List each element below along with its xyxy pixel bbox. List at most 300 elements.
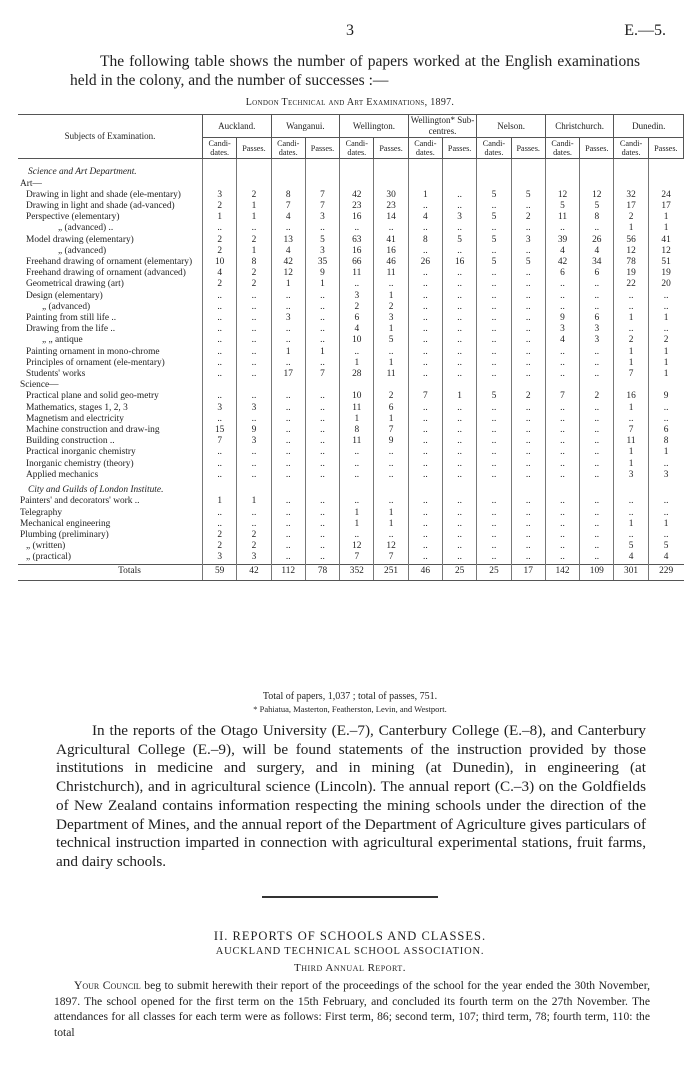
passes-cell: ..: [305, 530, 339, 541]
empty-cell: [443, 163, 477, 178]
passes-cell: ..: [305, 313, 339, 324]
candidates-cell: ..: [408, 335, 442, 346]
empty-cell: [340, 481, 374, 496]
candidates-cell: ..: [408, 279, 442, 290]
candidates-cell: 2: [203, 201, 237, 212]
passes-cell: 11: [374, 369, 408, 380]
passes-cell: ..: [580, 459, 614, 470]
candidates-cell: ..: [408, 447, 442, 458]
table-header: [18, 115, 684, 159]
subject-label: Magnetism and electricity: [26, 413, 124, 424]
passes-cell: 1: [648, 369, 683, 380]
empty-cell: [443, 380, 477, 391]
passes-cell: 8: [237, 257, 271, 268]
candidates-cell: 1: [340, 508, 374, 519]
passes-cell: ..: [443, 324, 477, 335]
candidates-cell: 1: [614, 358, 648, 369]
candidates-cell: 16: [614, 391, 648, 402]
candidates-cell: ..: [408, 470, 442, 481]
candidates-cell: ..: [408, 347, 442, 358]
empty-cell: [305, 481, 339, 496]
passes-cell: ..: [511, 324, 545, 335]
passes-cell: 3: [237, 403, 271, 414]
passes-cell: 2: [648, 335, 683, 346]
section-title: II. REPORTS OF SCHOOLS AND CLASSES.: [213, 929, 487, 943]
passes-cell: ..: [580, 223, 614, 234]
totals-row: [18, 564, 684, 580]
passes-cell: 1: [648, 519, 683, 530]
passes-cell: 12: [648, 246, 683, 257]
passes-cell: ..: [511, 268, 545, 279]
candidates-cell: ..: [271, 324, 305, 335]
candidates-cell: ..: [408, 358, 442, 369]
empty-cell: [545, 481, 579, 496]
candidates-cell: ..: [477, 436, 511, 447]
candidates-cell: ..: [614, 496, 648, 507]
candidates-cell: ..: [614, 414, 648, 425]
passes-cell: 1: [237, 496, 271, 507]
candidates-cell: ..: [477, 552, 511, 564]
candidates-cell: ..: [408, 291, 442, 302]
passes-cell: 1: [305, 347, 339, 358]
passes-cell: 1: [648, 212, 683, 223]
candidates-cell: ..: [614, 324, 648, 335]
candidates-cell: 1: [614, 347, 648, 358]
passes-cell: 14: [374, 212, 408, 223]
empty-cell: [374, 481, 408, 496]
passes-cell: ..: [305, 358, 339, 369]
passes-cell: 19: [648, 268, 683, 279]
passes-cell: ..: [443, 470, 477, 481]
passes-cell: ..: [305, 414, 339, 425]
candidates-cell: ..: [477, 369, 511, 380]
passes-cell: ..: [374, 279, 408, 290]
passes-cell: 6: [580, 313, 614, 324]
candidates-cell: ..: [408, 313, 442, 324]
table-row: [18, 459, 684, 470]
table-row: [18, 403, 684, 414]
candidates-cell: 11: [340, 403, 374, 414]
table-row: [18, 201, 684, 212]
empty-cell: [580, 380, 614, 391]
passes-cell: 17: [648, 201, 683, 212]
empty-cell: [203, 179, 237, 190]
empty-cell: [237, 380, 271, 391]
region-header: Wellington* Sub-centres.: [408, 115, 477, 138]
region-header: Dunedin.: [614, 115, 684, 138]
passes-cell: ..: [443, 530, 477, 541]
candidates-cell: ..: [271, 530, 305, 541]
passes-cell: 2: [580, 391, 614, 402]
candidates-cell: ..: [203, 313, 237, 324]
passes-cell: 1: [374, 324, 408, 335]
table-row: [18, 496, 684, 507]
candidates-cell: ..: [545, 459, 579, 470]
empty-cell: [477, 380, 511, 391]
candidates-cell: 1: [271, 347, 305, 358]
empty-cell: [511, 179, 545, 190]
passes-cell: ..: [511, 246, 545, 257]
passes-cell: 8: [580, 212, 614, 223]
passes-cell: ..: [580, 541, 614, 552]
region-header: Wanganui.: [271, 115, 340, 138]
council-text: beg to submit herewith their report of the proceedings of the school for the year ended the 30th November, 1897. The school opened for the first term on the 15th February, and concluded its fourth term on the 27th November. The attendances for all classes for each term were as follows: First term, 86; second term, 107; third term, 78; fourth term, 110: the total: [54, 979, 650, 1039]
empty-cell: [648, 179, 683, 190]
total-note: Total of papers, 1,037 ; total of passes, 751.: [262, 691, 438, 702]
passes-cell: 25: [443, 564, 477, 580]
candidates-cell: 5: [477, 391, 511, 402]
candidates-cell: 7: [340, 552, 374, 564]
passes-cell: 1: [648, 347, 683, 358]
passes-cell: 3: [511, 235, 545, 246]
passes-cell: ..: [443, 519, 477, 530]
candidates-cell: 2: [203, 246, 237, 257]
empty-cell: [305, 380, 339, 391]
candidates-cell: ..: [545, 358, 579, 369]
passes-cell: 7: [305, 369, 339, 380]
subject-label: Model drawing (elementary): [26, 234, 134, 245]
passes-cell: ..: [511, 519, 545, 530]
subject-label: Mathematics, stages 1, 2, 3: [26, 402, 128, 413]
subject-label: Painting from still life ..: [26, 313, 117, 324]
candidates-cell: ..: [203, 335, 237, 346]
passes-cell: ..: [305, 470, 339, 481]
passes-cell: ..: [580, 530, 614, 541]
passes-cell: ..: [237, 447, 271, 458]
candidates-cell: 8: [408, 235, 442, 246]
subjects-header: Subjects of Examination.: [18, 115, 203, 159]
section-subtitle: AUCKLAND TECHNICAL SCHOOL ASSOCIATION.: [215, 946, 485, 957]
empty-cell: [648, 380, 683, 391]
empty-cell: [374, 163, 408, 178]
candidates-cell: ..: [545, 530, 579, 541]
passes-cell: 2: [237, 235, 271, 246]
candidates-cell: ..: [477, 268, 511, 279]
candidates-cell: ..: [340, 223, 374, 234]
empty-cell: [203, 163, 237, 178]
passes-cell: ..: [511, 369, 545, 380]
candidates-cell: ..: [477, 246, 511, 257]
passes-cell: ..: [580, 302, 614, 313]
candidates-cell: 3: [271, 313, 305, 324]
passes-cell: ..: [580, 496, 614, 507]
table-row: [18, 235, 684, 246]
candidates-cell: 22: [614, 279, 648, 290]
candidates-cell: 1: [614, 519, 648, 530]
candidates-cell: 17: [271, 369, 305, 380]
candidates-cell: 26: [408, 257, 442, 268]
candidates-cell: ..: [477, 508, 511, 519]
passes-cell: ..: [237, 302, 271, 313]
passes-header: Passes.: [374, 138, 408, 159]
passes-cell: 2: [237, 541, 271, 552]
candidates-cell: 1: [203, 212, 237, 223]
passes-cell: ..: [305, 496, 339, 507]
candidates-cell: 2: [203, 235, 237, 246]
passes-cell: ..: [511, 425, 545, 436]
candidates-cell: ..: [477, 324, 511, 335]
candidates-cell: ..: [477, 414, 511, 425]
footnote: * Pahiatua, Masterton, Featherston, Levin, and Westport.: [253, 704, 447, 714]
passes-cell: 30: [374, 190, 408, 201]
candidates-cell: ..: [477, 541, 511, 552]
passes-cell: ..: [580, 552, 614, 564]
table-row: [18, 530, 684, 541]
candidates-cell: ..: [545, 447, 579, 458]
empty-cell: [271, 179, 305, 190]
passes-cell: 7: [305, 201, 339, 212]
candidates-cell: ..: [340, 470, 374, 481]
candidates-cell: ..: [545, 425, 579, 436]
candidates-cell: 5: [614, 541, 648, 552]
council-lead: Your Council: [74, 979, 141, 992]
candidates-cell: ..: [271, 414, 305, 425]
passes-cell: 24: [648, 190, 683, 201]
passes-cell: 3: [648, 470, 683, 481]
candidates-cell: 15: [203, 425, 237, 436]
passes-cell: 1: [648, 223, 683, 234]
candidates-cell: ..: [340, 459, 374, 470]
passes-cell: 7: [374, 425, 408, 436]
passes-cell: ..: [374, 223, 408, 234]
candidates-cell: ..: [545, 436, 579, 447]
candidates-cell: 7: [408, 391, 442, 402]
passes-cell: ..: [443, 358, 477, 369]
passes-cell: 11: [374, 268, 408, 279]
empty-cell: [545, 179, 579, 190]
candidates-cell: ..: [340, 447, 374, 458]
subject-label: Plumbing (preliminary): [20, 529, 109, 540]
candidates-cell: ..: [271, 447, 305, 458]
candidates-cell: 2: [203, 530, 237, 541]
candidates-cell: 4: [271, 246, 305, 257]
candidates-cell: ..: [271, 459, 305, 470]
candidates-cell: ..: [545, 414, 579, 425]
empty-cell: [408, 380, 442, 391]
empty-cell: [203, 481, 237, 496]
candidates-cell: ..: [271, 302, 305, 313]
passes-cell: 3: [374, 313, 408, 324]
candidates-cell: ..: [477, 358, 511, 369]
subject-label: Drawing from the life ..: [26, 324, 116, 335]
intro-paragraph: The following table shows the number of papers worked at the English examinations held in the colony, and the number of successes :—: [70, 53, 640, 89]
candidates-cell: ..: [340, 347, 374, 358]
candidates-cell: ..: [408, 530, 442, 541]
passes-cell: ..: [305, 335, 339, 346]
candidates-cell: ..: [408, 324, 442, 335]
table-row: [18, 436, 684, 447]
passes-cell: 41: [374, 235, 408, 246]
candidates-cell: 4: [340, 324, 374, 335]
subject-label: „ (advanced) ..: [58, 223, 114, 234]
candidates-cell: 7: [614, 369, 648, 380]
table-row: [18, 212, 684, 223]
empty-cell: [340, 380, 374, 391]
passes-cell: ..: [443, 541, 477, 552]
passes-cell: 9: [237, 425, 271, 436]
passes-cell: ..: [443, 302, 477, 313]
empty-cell: [443, 179, 477, 190]
passes-cell: 17: [511, 564, 545, 580]
candidates-cell: ..: [477, 425, 511, 436]
candidates-cell: 3: [545, 324, 579, 335]
passes-cell: ..: [443, 496, 477, 507]
candidates-cell: ..: [271, 223, 305, 234]
empty-cell: [511, 380, 545, 391]
passes-cell: ..: [511, 223, 545, 234]
candidates-cell: 59: [203, 564, 237, 580]
region-header: Wellington.: [340, 115, 409, 138]
passes-cell: ..: [305, 223, 339, 234]
passes-cell: 5: [648, 541, 683, 552]
candidates-cell: 16: [340, 246, 374, 257]
candidates-cell: ..: [614, 508, 648, 519]
passes-cell: ..: [305, 324, 339, 335]
subject-label: Students' works: [26, 369, 86, 380]
candidates-cell: 1: [614, 313, 648, 324]
candidates-cell: ..: [203, 223, 237, 234]
passes-cell: ..: [648, 324, 683, 335]
empty-cell: [271, 481, 305, 496]
passes-cell: ..: [443, 414, 477, 425]
table-row: [18, 414, 684, 425]
section-divider: [262, 896, 438, 898]
passes-cell: 41: [648, 235, 683, 246]
candidates-cell: ..: [545, 279, 579, 290]
passes-cell: ..: [511, 302, 545, 313]
passes-cell: ..: [237, 223, 271, 234]
table-row: [18, 519, 684, 530]
candidates-cell: 2: [203, 279, 237, 290]
empty-cell: [374, 179, 408, 190]
candidates-cell: 7: [203, 436, 237, 447]
candidates-cell: ..: [203, 369, 237, 380]
candidates-cell: 39: [545, 235, 579, 246]
passes-cell: ..: [511, 201, 545, 212]
candidates-cell: 56: [614, 235, 648, 246]
passes-cell: 3: [443, 212, 477, 223]
passes-cell: ..: [443, 508, 477, 519]
section-heading-row: [18, 481, 684, 496]
passes-header: Passes.: [305, 138, 339, 159]
empty-cell: [340, 163, 374, 178]
candidates-cell: 42: [340, 190, 374, 201]
subject-label: „ (practical): [26, 552, 72, 563]
empty-cell: [648, 163, 683, 178]
candidates-cell: ..: [408, 246, 442, 257]
candidates-cell: ..: [614, 302, 648, 313]
passes-cell: 5: [511, 257, 545, 268]
candidates-cell: ..: [203, 291, 237, 302]
passes-cell: ..: [511, 403, 545, 414]
candidates-cell: ..: [408, 541, 442, 552]
empty-cell: [408, 481, 442, 496]
passes-cell: 251: [374, 564, 408, 580]
passes-cell: ..: [511, 291, 545, 302]
passes-cell: 1: [648, 447, 683, 458]
candidates-cell: ..: [545, 347, 579, 358]
candidates-cell: 42: [271, 257, 305, 268]
candidates-cell: 3: [203, 403, 237, 414]
candidates-cell: ..: [477, 335, 511, 346]
passes-cell: 1: [237, 212, 271, 223]
passes-cell: ..: [511, 508, 545, 519]
candidates-cell: 19: [614, 268, 648, 279]
passes-cell: 2: [237, 190, 271, 201]
passes-cell: ..: [511, 313, 545, 324]
passes-cell: 7: [374, 552, 408, 564]
candidates-cell: 7: [545, 391, 579, 402]
candidates-cell: 7: [614, 425, 648, 436]
passes-cell: ..: [511, 552, 545, 564]
candidates-cell: ..: [477, 459, 511, 470]
candidates-cell: 352: [340, 564, 374, 580]
passes-cell: 34: [580, 257, 614, 268]
candidates-cell: 142: [545, 564, 579, 580]
subject-label: „ (written): [26, 541, 66, 552]
passes-cell: ..: [580, 369, 614, 380]
candidates-cell: ..: [408, 369, 442, 380]
passes-cell: 2: [237, 279, 271, 290]
passes-cell: ..: [305, 459, 339, 470]
passes-cell: 1: [374, 358, 408, 369]
candidates-cell: ..: [271, 358, 305, 369]
empty-cell: [614, 179, 648, 190]
candidates-cell: ..: [408, 552, 442, 564]
empty-cell: [271, 163, 305, 178]
table-row: [18, 425, 684, 436]
subject-label: Practical inorganic chemistry: [26, 447, 136, 458]
candidates-cell: ..: [477, 279, 511, 290]
subject-label: Telegraphy: [20, 507, 63, 518]
section-heading-row: [18, 179, 684, 190]
passes-cell: 1: [648, 358, 683, 369]
candidates-cell: 32: [614, 190, 648, 201]
candidates-cell: ..: [203, 447, 237, 458]
passes-cell: 1: [374, 508, 408, 519]
subject-label: Science and Art Department.: [28, 167, 137, 178]
passes-cell: ..: [580, 414, 614, 425]
empty-cell: [237, 179, 271, 190]
candidates-cell: ..: [271, 508, 305, 519]
passes-cell: 6: [580, 268, 614, 279]
candidates-cell: 23: [340, 201, 374, 212]
passes-cell: ..: [443, 268, 477, 279]
candidates-cell: 6: [545, 268, 579, 279]
passes-cell: ..: [237, 358, 271, 369]
passes-cell: ..: [580, 425, 614, 436]
candidates-cell: 2: [614, 212, 648, 223]
candidates-cell: 3: [203, 190, 237, 201]
passes-cell: 109: [580, 564, 614, 580]
table-row: [18, 324, 684, 335]
passes-cell: ..: [443, 223, 477, 234]
candidates-cell: ..: [203, 459, 237, 470]
candidates-cell: ..: [545, 302, 579, 313]
passes-cell: ..: [580, 347, 614, 358]
subject-label: Totals: [18, 564, 203, 580]
passes-cell: ..: [305, 403, 339, 414]
table-row: [18, 302, 684, 313]
candidates-cell: ..: [203, 347, 237, 358]
candidates-cell: ..: [271, 403, 305, 414]
candidates-cell: 4: [614, 552, 648, 564]
table-row: [18, 552, 684, 564]
candidates-cell: 1: [340, 358, 374, 369]
candidates-cell: 5: [477, 212, 511, 223]
passes-cell: ..: [305, 447, 339, 458]
passes-cell: 35: [305, 257, 339, 268]
